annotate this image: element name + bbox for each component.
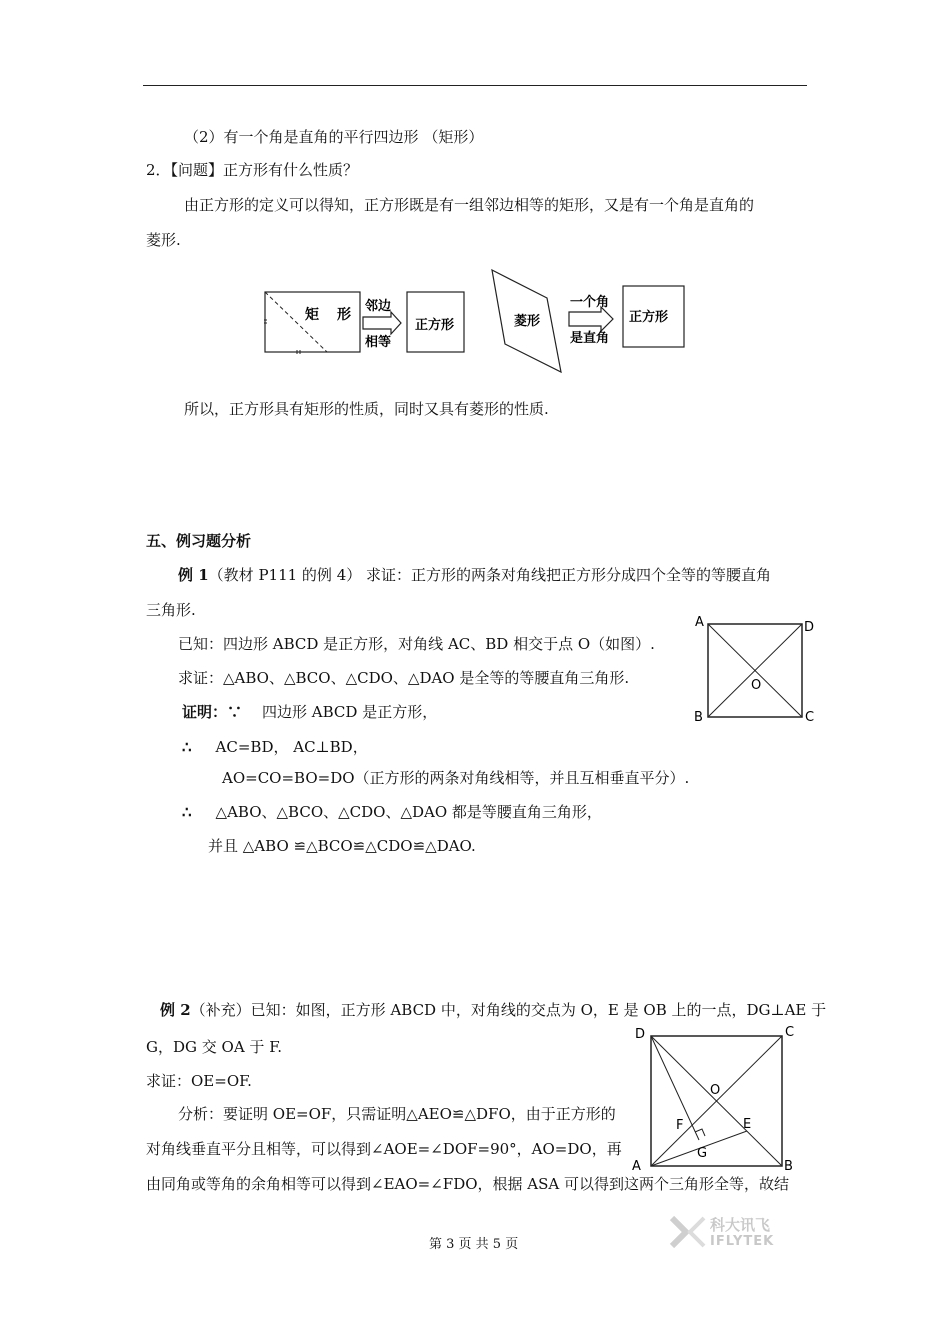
proof-step: AO=CO=BO=DO（正方形的两条对角线相等，并且互相垂直平分）. — [222, 769, 690, 787]
section-title: 五、例习题分析 — [146, 532, 252, 550]
logo-text-cn: 科大讯飞 — [710, 1216, 771, 1234]
vertex-label-d: D — [635, 1027, 646, 1042]
arrow-right-icon — [363, 312, 401, 334]
text-line: （2）有一个角是直角的平行四边形 （矩形） — [184, 128, 484, 146]
logo-text-en: IFLYTEK — [710, 1234, 775, 1249]
therefore-symbol: ∴ — [182, 738, 192, 756]
example1-known: 已知：四边形 ABCD 是正方形，对角线 AC、BD 相交于点 O（如图）. — [178, 635, 655, 653]
example1-line — [178, 565, 771, 585]
vertex-label-b: B — [694, 710, 703, 725]
arrow2-bottom-label: 是直角 — [570, 331, 610, 346]
example2-prove: 求证：OE=OF. — [146, 1072, 252, 1090]
rhombus-label: 菱形 — [514, 314, 541, 329]
iflytek-logo — [668, 1212, 798, 1256]
center-label-o: O — [751, 678, 762, 693]
question-line: 2．【问题】正方形有什么性质？ — [146, 161, 359, 179]
text-line: G，DG 交 OA 于 F. — [146, 1038, 283, 1056]
proof-label: 证明：∵ — [182, 703, 243, 721]
point-label-g: G — [697, 1146, 708, 1161]
example2-text: （补充）已知：如图，正方形 ABCD 中，对角线的交点为 O，E 是 OB 上的一点，DG⊥AE 于 — [190, 1001, 827, 1019]
segment-dg — [651, 1036, 699, 1140]
header-rule — [143, 85, 807, 86]
text-line: 所以，正方形具有矩形的性质，同时又具有菱形的性质. — [184, 400, 549, 418]
analysis-line: 对角线垂直平分且相等，可以得到∠AOE=∠DOF=90°，AO=DO，再 — [146, 1140, 622, 1158]
page-footer: 第 3 页 共 5 页 — [429, 1237, 519, 1252]
proof-line — [182, 737, 368, 757]
arrow1-bottom-label: 相等 — [365, 335, 392, 350]
square-definition-diagram — [255, 262, 695, 382]
vertex-label-a: A — [632, 1159, 641, 1174]
figure-square-abcd — [690, 612, 820, 724]
rectangle-label-1: 矩 — [305, 307, 319, 323]
point-label-e: E — [743, 1117, 752, 1132]
point-label-f: F — [676, 1118, 684, 1133]
example2-label: 例 2 — [160, 1001, 191, 1019]
arrow2-top-label: 一个角 — [570, 295, 610, 310]
vertex-label-c: C — [805, 710, 815, 725]
example1-label: 例 1 — [178, 566, 209, 584]
arrow1-top-label: 邻边 — [365, 299, 392, 314]
example2-line — [160, 1000, 826, 1020]
proof-step: △ABO、△BCO、△CDO、△DAO 都是等腰直角三角形， — [215, 803, 602, 821]
vertex-label-a: A — [695, 615, 704, 630]
vertex-label-c: C — [785, 1025, 795, 1040]
proof-step: AC=BD， AC⊥BD， — [215, 738, 368, 756]
arrow-right-icon — [569, 307, 613, 331]
analysis-line: 分析：要证明 OE=OF，只需证明△AEO≌△DFO，由于正方形的 — [178, 1105, 616, 1123]
figure-square-abcd-2 — [627, 1022, 802, 1174]
example1-prove: 求证：△ABO、△BCO、△CDO、△DAO 是全等的等腰直角三角形. — [178, 669, 630, 687]
vertex-label-b: B — [784, 1159, 793, 1174]
proof-line — [182, 802, 602, 822]
example1-text: （教材 P111 的例 4） 求证：正方形的两条对角线把正方形分成四个全等的等腰直角 — [208, 566, 772, 584]
therefore-symbol: ∴ — [182, 803, 192, 821]
iflytek-logo-icon — [668, 1212, 708, 1252]
proof-step: 并且 △ABO ≌△BCO≌△CDO≌△DAO. — [208, 837, 476, 855]
point-label-o: O — [710, 1083, 721, 1098]
analysis-line: 由同角或等角的余角相等可以得到∠EAO=∠FDO，根据 ASA 可以得到这两个三角形全等，故结 — [146, 1175, 789, 1193]
vertex-label-d: D — [804, 620, 815, 635]
square-label-2: 正方形 — [629, 310, 669, 325]
rectangle-label-2: 形 — [337, 307, 351, 323]
text-line: 菱形. — [146, 231, 181, 249]
proof-line — [182, 702, 437, 722]
text-line: 三角形. — [146, 601, 196, 619]
text-line: 由正方形的定义可以得知，正方形既是有一组邻边相等的矩形，又是有一个角是直角的 — [184, 196, 755, 214]
square-label-1: 正方形 — [415, 318, 455, 333]
proof-step: 四边形 ABCD 是正方形， — [262, 703, 438, 721]
